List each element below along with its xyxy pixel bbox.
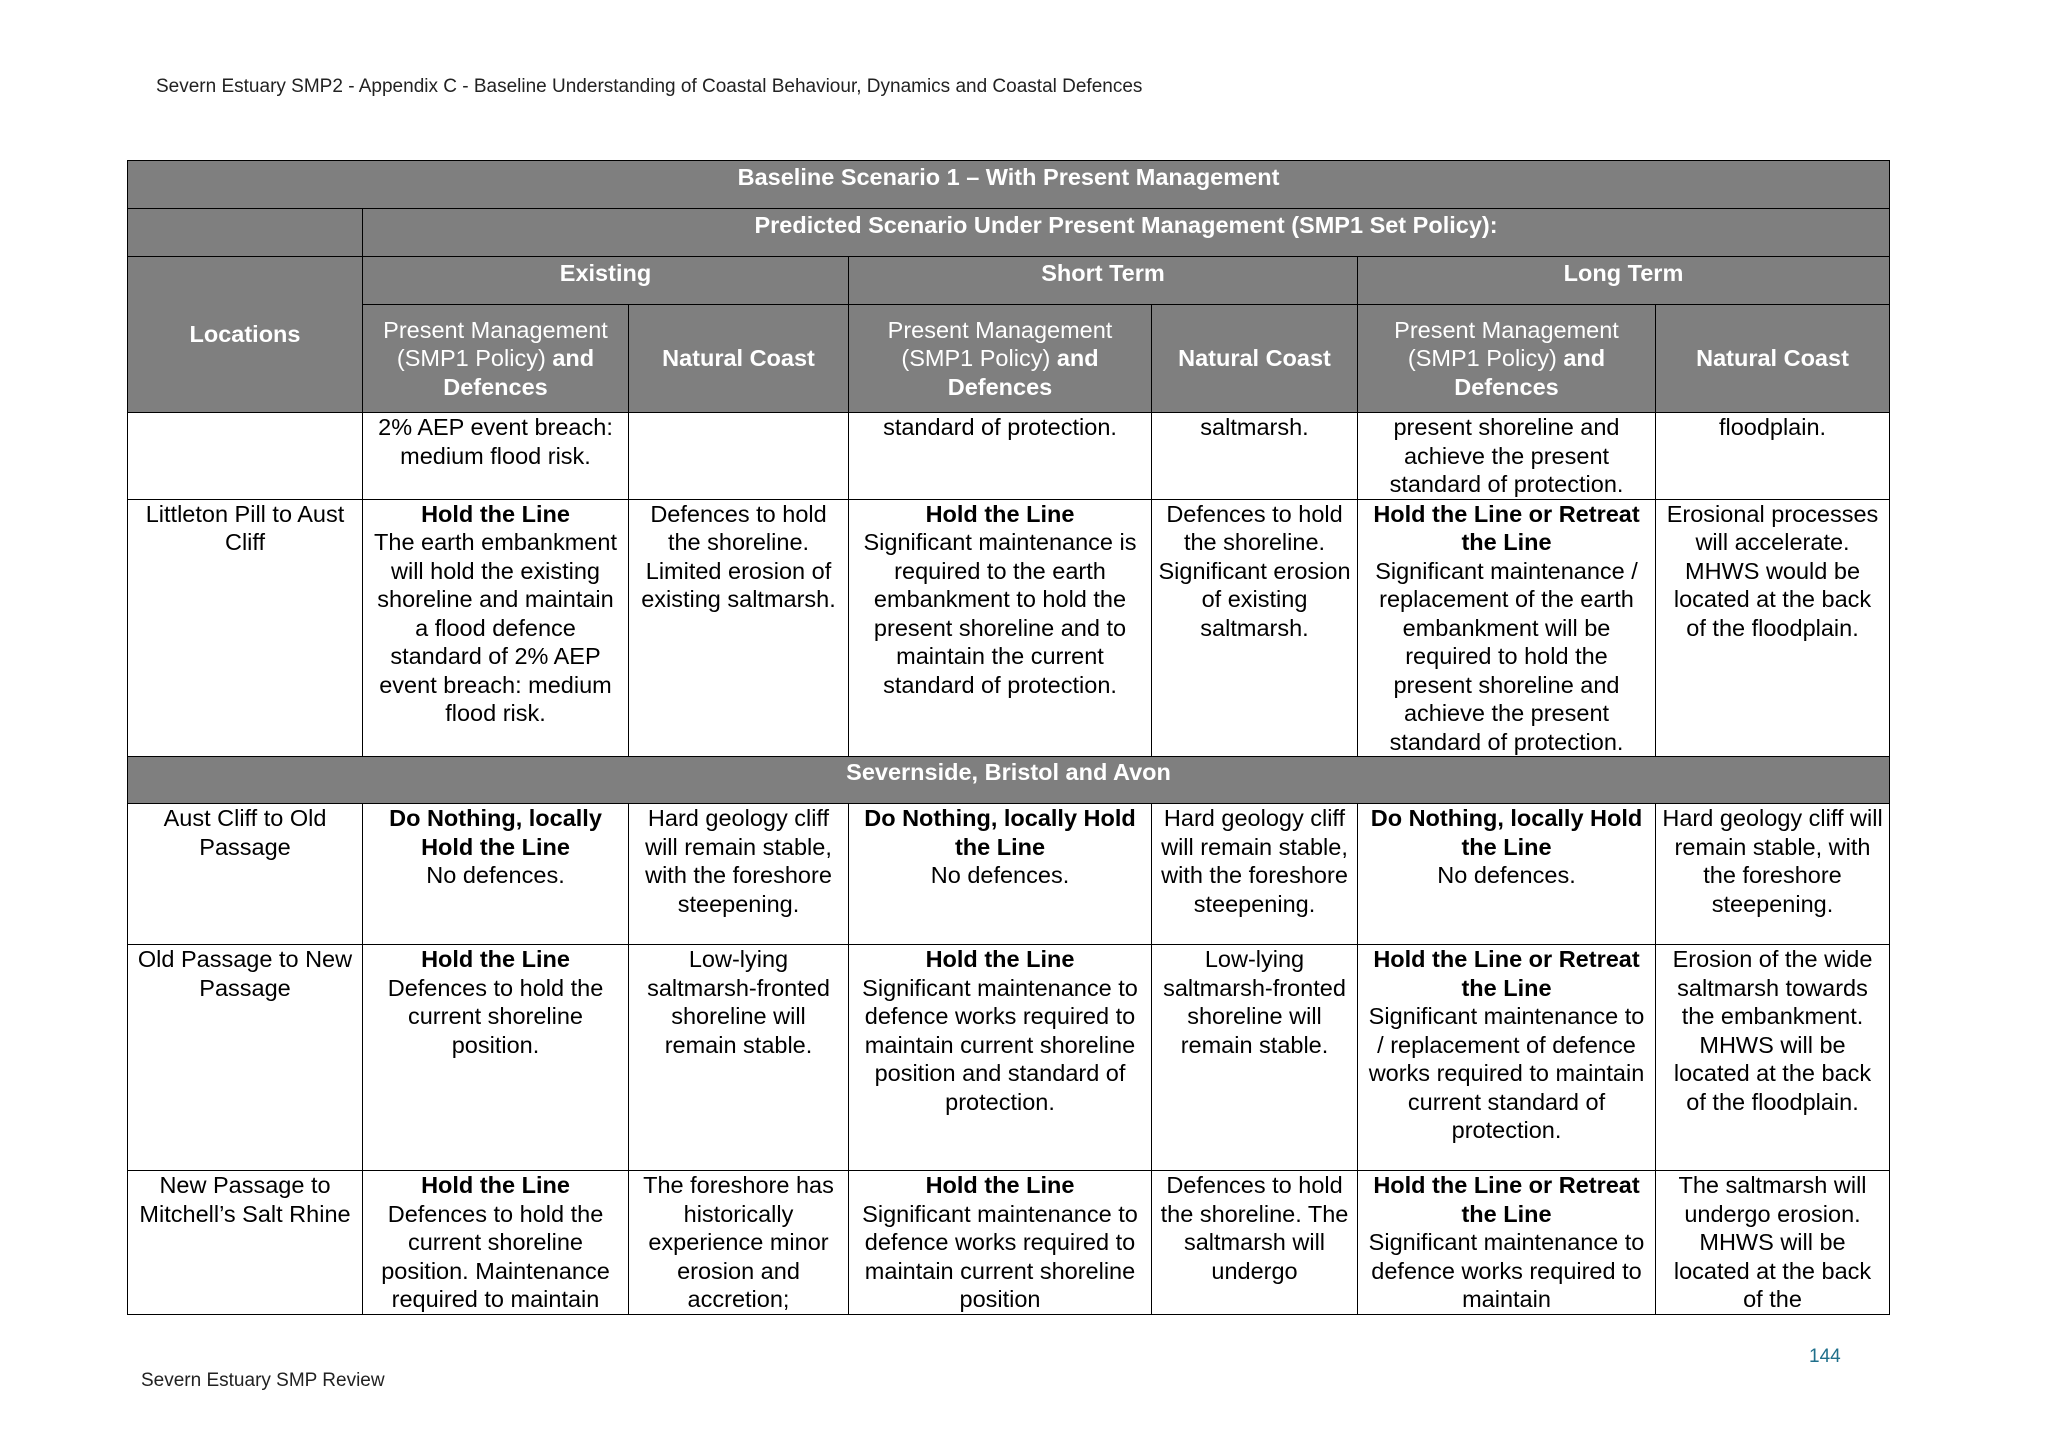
policy-cell: Do Nothing, locally Hold the Line No defences.	[1358, 804, 1656, 945]
table-subtitle: Predicted Scenario Under Present Management (SMP1 Set Policy):	[363, 209, 1890, 257]
table-row	[128, 945, 1890, 1171]
data-cell: present shoreline and achieve the present standard of protection.	[1358, 413, 1656, 500]
policy-label: Hold the Line	[421, 946, 570, 972]
policy-label: Hold the Line	[925, 500, 1075, 527]
present-management-header: Present Management (SMP1 Policy) and Defences	[849, 305, 1152, 413]
table-row	[128, 499, 1890, 757]
policy-cell: Hold the Line or Retreat the Line Significant maintenance to / replacement of defence works required to maintain current standard of protection.	[1358, 945, 1656, 1171]
policy-label: Do Nothing, locally Hold the Line	[1370, 805, 1643, 860]
natural-coast-cell: Defences to hold the shoreline. Significant erosion of existing saltmarsh.	[1152, 499, 1358, 757]
location-cell: Aust Cliff to Old Passage	[128, 804, 363, 945]
policy-label: Do Nothing, locally Hold the Line	[389, 805, 602, 860]
table-row	[128, 804, 1890, 945]
data-cell	[629, 413, 849, 500]
page-header: Severn Estuary SMP2 - Appendix C - Baseline Understanding of Coastal Behaviour, Dynamics and Coastal Defences	[156, 76, 1143, 97]
natural-coast-cell: Erosion of the wide saltmarsh towards the embankment. MHWS will be located at the back of the floodplain.	[1656, 945, 1890, 1171]
location-cell: Old Passage to New Passage	[128, 945, 363, 1171]
location-cell: New Passage to Mitchell’s Salt Rhine	[128, 1171, 363, 1315]
policy-label: Hold the Line	[925, 946, 1075, 972]
present-management-header: Present Management (SMP1 Policy) and Defences	[1358, 305, 1656, 413]
policy-label: Hold the Line	[421, 500, 570, 527]
policy-cell: Hold the Line Significant maintenance to defence works required to maintain current shoreline position	[849, 1171, 1152, 1315]
policy-cell: Hold the Line The earth embankment will hold the existing shoreline and maintain a flood defence standard of 2% AEP event breach: medium flood risk.	[363, 499, 629, 757]
present-management-header: Present Management (SMP1 Policy) and Defences	[363, 305, 629, 413]
policy-label: Hold the Line	[421, 1172, 570, 1198]
natural-coast-cell: Hard geology cliff will remain stable, with the foreshore steepening.	[1152, 804, 1358, 945]
baseline-scenario-table	[127, 160, 1890, 1315]
table-row	[128, 413, 1890, 500]
policy-cell: Hold the Line or Retreat the Line Significant maintenance / replacement of the earth embankment will be required to hold the present shoreline and achieve the present standard of protection.	[1358, 499, 1656, 757]
policy-cell: Do Nothing, locally Hold the Line No defences.	[363, 804, 629, 945]
region-header: Severnside, Bristol and Avon	[128, 757, 1890, 804]
policy-cell: Hold the Line Significant maintenance is required to the earth embankment to hold the present shoreline and to maintain the current standard of protection.	[849, 499, 1152, 757]
natural-coast-header: Natural Coast	[1656, 305, 1890, 413]
natural-coast-cell: Hard geology cliff will remain stable, with the foreshore steepening.	[629, 804, 849, 945]
policy-label: Hold the Line or Retreat the Line	[1373, 500, 1640, 555]
data-cell: 2% AEP event breach: medium flood risk.	[363, 413, 629, 500]
data-cell: standard of protection.	[849, 413, 1152, 500]
period-long-term: Long Term	[1358, 257, 1890, 305]
policy-label: Hold the Line	[925, 1172, 1075, 1198]
table-title: Baseline Scenario 1 – With Present Management	[128, 161, 1890, 209]
natural-coast-header: Natural Coast	[1152, 305, 1358, 413]
policy-label: Hold the Line or Retreat the Line	[1373, 1172, 1640, 1227]
natural-coast-cell: Hard geology cliff will remain stable, with the foreshore steepening.	[1656, 804, 1890, 945]
natural-coast-cell: Erosional processes will accelerate. MHWS would be located at the back of the floodplain.	[1656, 499, 1890, 757]
natural-coast-cell: Defences to hold the shoreline. Limited erosion of existing saltmarsh.	[629, 499, 849, 757]
policy-cell: Hold the Line Significant maintenance to defence works required to maintain current shoreline position and standard of protection.	[849, 945, 1152, 1171]
page-number: 144	[1809, 1346, 1841, 1367]
policy-cell: Hold the Line or Retreat the Line Significant maintenance to defence works required to maintain	[1358, 1171, 1656, 1315]
period-existing: Existing	[363, 257, 849, 305]
period-short-term: Short Term	[849, 257, 1358, 305]
locations-header: Locations	[128, 257, 363, 413]
data-cell: saltmarsh.	[1152, 413, 1358, 500]
footer-title: Severn Estuary SMP Review	[141, 1370, 385, 1391]
natural-coast-cell: The foreshore has historically experience minor erosion and accretion;	[629, 1171, 849, 1315]
natural-coast-header: Natural Coast	[629, 305, 849, 413]
table-row	[128, 1171, 1890, 1315]
policy-cell: Hold the Line Defences to hold the current shoreline position. Maintenance required to maintain	[363, 1171, 629, 1315]
header-blank-cell	[128, 209, 363, 257]
policy-label: Hold the Line or Retreat the Line	[1373, 946, 1640, 1001]
policy-label: Do Nothing, locally Hold the Line	[864, 805, 1136, 860]
location-cell: Littleton Pill to Aust Cliff	[128, 499, 363, 757]
policy-cell: Hold the Line Defences to hold the current shoreline position.	[363, 945, 629, 1171]
natural-coast-cell: The saltmarsh will undergo erosion. MHWS will be located at the back of the	[1656, 1171, 1890, 1315]
natural-coast-cell: Low-lying saltmarsh-fronted shoreline will remain stable.	[1152, 945, 1358, 1171]
natural-coast-cell: Defences to hold the shoreline. The saltmarsh will undergo	[1152, 1171, 1358, 1315]
natural-coast-cell: Low-lying saltmarsh-fronted shoreline will remain stable.	[629, 945, 849, 1171]
policy-cell: Do Nothing, locally Hold the Line No defences.	[849, 804, 1152, 945]
location-cell	[128, 413, 363, 500]
data-cell: floodplain.	[1656, 413, 1890, 500]
